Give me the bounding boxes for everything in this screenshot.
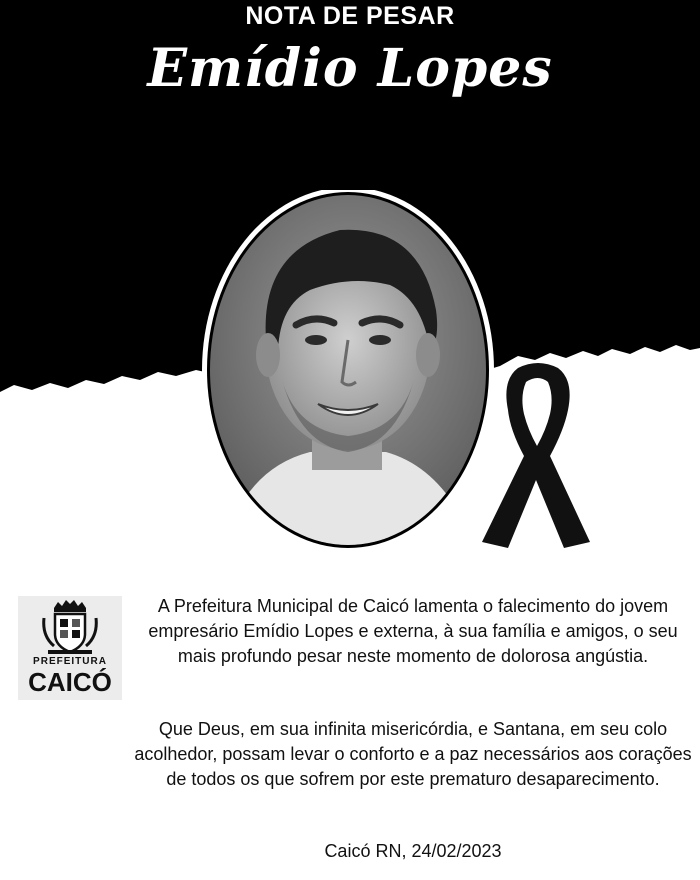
condolence-paragraph-1: A Prefeitura Municipal de Caicó lamenta o falecimento do jovem empresário Emídio Lopes e externa, à sua família e amigos, o seu mais profundo pesar neste momento de dolorosa angústia. bbox=[148, 596, 678, 666]
portrait-photo bbox=[200, 190, 500, 560]
mourning-ribbon-icon bbox=[478, 360, 598, 550]
place-and-date: Caicó RN, 24/02/2023 bbox=[324, 841, 502, 861]
condolence-paragraph-2: Que Deus, em sua infinita misericórdia, e Santana, em seu colo acolhedor, possam levar o conforto e a paz necessários aos corações de todos os que sofrem por este prematuro desaparecimento. bbox=[134, 719, 692, 789]
city-hall-logo bbox=[18, 596, 122, 700]
coat-of-arms-icon bbox=[40, 598, 100, 656]
deceased-name: Emídio Lopes bbox=[147, 38, 553, 99]
logo-text-prefeitura: PREFEITURA bbox=[33, 656, 107, 667]
logo-text-caico: CAICÓ bbox=[28, 667, 112, 697]
note-heading: NOTA DE PESAR bbox=[245, 2, 455, 30]
